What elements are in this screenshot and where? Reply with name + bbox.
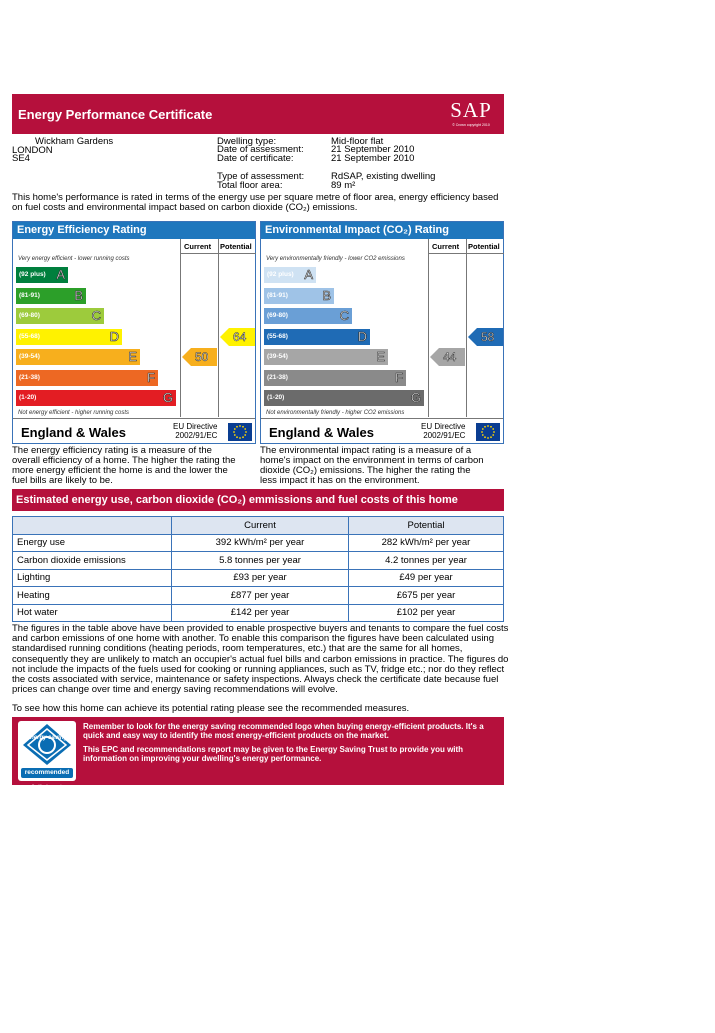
energy-panel-title: Energy Efficiency Rating [13, 222, 255, 239]
energy-efficiency-panel [12, 221, 256, 444]
address-line3: SE4 [12, 153, 30, 164]
band-range: (92 plus) [267, 271, 294, 278]
band-letter: B [322, 287, 331, 303]
rating-band-b [264, 288, 334, 304]
divider [466, 239, 467, 417]
cell-label: Lighting [13, 569, 172, 587]
divider [13, 418, 255, 419]
eu-flag-icon [228, 423, 252, 441]
band-letter: A [56, 267, 65, 282]
divider [180, 239, 181, 417]
dwelling-type-label: Dwelling type: [217, 136, 277, 147]
table-row [13, 604, 504, 622]
cell-label: Hot water [13, 604, 172, 622]
energy-saving-recommended-logo [18, 721, 76, 788]
scale-bottom-note: Not energy efficient - higher running costs [18, 410, 130, 416]
region-label: England & Wales [21, 425, 126, 440]
date-assessment-value: 21 September 2010 [331, 144, 415, 155]
eu-flag-icon [476, 423, 500, 441]
logo-text-certification: Certification mark [31, 783, 63, 788]
current-rating-value: 50 [195, 350, 209, 364]
divider [218, 239, 219, 417]
band-letter: C [91, 308, 101, 323]
cell-label: Heating [13, 587, 172, 605]
floor-area-value: 89 m² [331, 180, 356, 191]
scale-top-note: Very energy efficient - lower running costs [18, 256, 130, 262]
assessment-type-value: RdSAP, existing dwelling [331, 171, 436, 182]
cell-potential: 4.2 tonnes per year [349, 552, 504, 570]
band-range: (69-80) [19, 312, 40, 319]
band-letter: F [395, 369, 403, 385]
band-letter: E [128, 349, 137, 364]
env-panel-title: Environmental Impact (CO₂) Rating [261, 222, 503, 239]
rating-band-a [264, 267, 316, 283]
rating-band-d [16, 329, 122, 345]
cell-potential: £49 per year [349, 569, 504, 587]
column-header: Current [172, 517, 349, 535]
energy-saving-icon [18, 722, 76, 766]
band-range: (55-68) [19, 332, 40, 340]
band-letter: G [410, 390, 421, 405]
cell-current: £142 per year [172, 604, 349, 622]
band-letter: A [304, 267, 313, 282]
logo-text-energy-saving: energy saving [26, 735, 68, 741]
logo-text-recommended: recommended [21, 768, 73, 778]
current-rating-value: 44 [443, 350, 457, 364]
scale-bottom-note: Not environmentally friendly - higher CO2 emissions [266, 410, 405, 416]
footer-text-1: Remember to look for the energy saving recommended logo when buying energy-efficient products. It's a quick and easy way to identify the most energy-efficient products on the market. [83, 722, 484, 740]
date-assessment-label: Date of assessment: [217, 144, 304, 155]
band-letter: D [357, 328, 367, 344]
potential-rating-arrow [468, 328, 504, 346]
cell-label: Energy use [13, 534, 172, 552]
figures-note: The figures in the table above have been provided to enable prospective buyers and tenants to compare the fuel costs and carbon emissions of one home with another. To enable this comparison the figures have been calculated using standardised running conditions (heating periods, room temperatures, etc.) that are the same for all homes, consequently they are unlikely to match an occupier's actual fuel bills and carbon emissions in practice. The figures do not include the impacts of the fuels used for cooking or running appliances, such as TV, fridge etc.; nor do they reflect the costs associated with service, maintenance or safety inspections. Always check the certificate date because fuel prices can change over time and energy saving recommendations will evolve. [12, 623, 509, 696]
rating-band-c [16, 308, 104, 324]
band-range: (1-20) [19, 394, 37, 401]
table-header-row [13, 517, 504, 535]
performance-intro: This home's performance is rated in terms of the energy use per square metre of floor area, energy efficiency based on fuel costs and environmental impact based on carbon dioxide (CO₂) emissions. [12, 192, 499, 213]
cell-current: 392 kWh/m² per year [172, 534, 349, 552]
rating-band-a [16, 267, 68, 283]
costs-table [12, 516, 504, 622]
band-range: (39-54) [267, 353, 288, 360]
column-header [13, 517, 172, 535]
band-range: (81-91) [267, 291, 288, 299]
current-rating-arrow [430, 348, 466, 366]
footer-text-2: This EPC and recommendations report may be given to the Energy Saving Trust to provide you with information on improving your dwelling's energy performance. [83, 745, 464, 763]
energy-rating-explanation: The energy efficiency rating is a measure of the overall efficiency of a home. The higher the rating the more energy efficient the home is and the lower the fuel bills are likely to be. [12, 445, 236, 486]
certificate-title: Energy Performance Certificate [18, 107, 213, 122]
energy-saving-footer [12, 717, 504, 788]
potential-note: To see how this home can achieve its potential rating please see the recommended measures. [12, 703, 410, 714]
cell-current: 5.8 tonnes per year [172, 552, 349, 570]
band-letter: D [109, 328, 119, 344]
scale-top-note: Very environmentally friendly - lower CO2 emissions [266, 256, 405, 262]
band-range: (21-38) [267, 373, 288, 381]
divider [428, 253, 504, 254]
address-line1: Wickham Gardens [35, 136, 114, 147]
cell-current: £93 per year [172, 569, 349, 587]
eu-directive-line1: EU Directive [421, 422, 466, 431]
rating-band-f [264, 370, 406, 386]
eu-directive-line2: 2002/91/EC [175, 431, 218, 440]
potential-rating-arrow [220, 328, 256, 346]
current-column-header: Current [184, 242, 212, 251]
sap-logo-caption: © Crown copyright 2010 [452, 123, 490, 127]
rating-band-g [264, 390, 424, 406]
band-letter: E [376, 349, 385, 364]
potential-column-header: Potential [220, 242, 252, 251]
cell-current: £877 per year [172, 587, 349, 605]
rating-band-g [16, 390, 176, 406]
current-column-header: Current [432, 242, 460, 251]
region-label: England & Wales [269, 425, 374, 440]
band-letter: F [147, 369, 155, 385]
band-range: (39-54) [19, 353, 40, 360]
band-range: (92 plus) [19, 271, 46, 278]
band-range: (1-20) [267, 394, 285, 401]
floor-area-label: Total floor area: [217, 180, 283, 191]
rating-band-b [16, 288, 86, 304]
divider [180, 253, 256, 254]
eu-directive [173, 422, 217, 440]
address-line2: LONDON [12, 145, 53, 156]
divider [428, 239, 429, 417]
divider [261, 418, 503, 419]
potential-rating-value: 64 [233, 329, 247, 344]
eu-directive [421, 422, 465, 440]
table-row [13, 534, 504, 552]
band-range: (69-80) [267, 312, 288, 319]
date-certificate-label: Date of certificate: [217, 153, 294, 164]
cell-label: Carbon dioxide emissions [13, 552, 172, 570]
costs-section-title: Estimated energy use, carbon dioxide (CO₂) emmissions and fuel costs of this home [12, 489, 504, 511]
assessment-type-label: Type of assessment: [217, 171, 305, 182]
rating-band-f [16, 370, 158, 386]
table-row [13, 552, 504, 570]
dwelling-type-value: Mid-floor flat [331, 136, 384, 147]
potential-rating-value: 58 [481, 329, 495, 344]
certificate-header [12, 94, 504, 134]
band-letter: B [74, 287, 83, 303]
env-rating-explanation: The environmental impact rating is a measure of a home's impact on the environment in terms of carbon dioxide (CO₂) emissions. The higher the rating the less impact it has on the environment. [260, 445, 484, 486]
column-header: Potential [349, 517, 504, 535]
rating-band-d [264, 329, 370, 345]
cell-potential: 282 kWh/m² per year [349, 534, 504, 552]
table-row [13, 569, 504, 587]
table-row [13, 587, 504, 605]
band-range: (81-91) [19, 291, 40, 299]
eu-directive-line1: EU Directive [173, 422, 218, 431]
sap-logo [448, 97, 494, 130]
current-rating-arrow [182, 348, 218, 366]
band-range: (21-38) [19, 373, 40, 381]
rating-band-e [264, 349, 388, 365]
eu-directive-line2: 2002/91/EC [423, 431, 466, 440]
date-certificate-value: 21 September 2010 [331, 153, 415, 164]
cell-potential: £675 per year [349, 587, 504, 605]
cell-potential: £102 per year [349, 604, 504, 622]
rating-band-e [16, 349, 140, 365]
band-range: (55-68) [267, 332, 288, 340]
rating-band-c [264, 308, 352, 324]
potential-column-header: Potential [468, 242, 500, 251]
environmental-impact-panel [260, 221, 504, 444]
sap-logo-word: SAP [450, 98, 492, 122]
band-letter: C [339, 308, 349, 323]
band-letter: G [162, 390, 173, 405]
